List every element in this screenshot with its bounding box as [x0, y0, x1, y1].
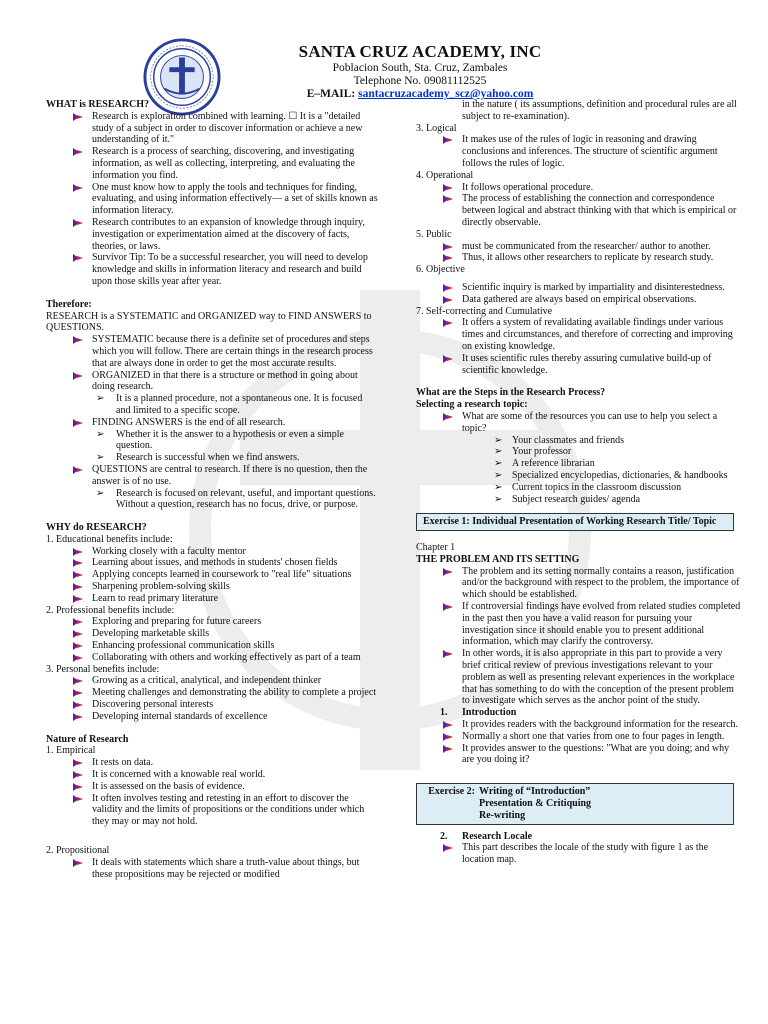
spacer: [416, 766, 741, 777]
arrow-bullet-icon: [442, 720, 454, 730]
list-item-text: Collaborating with others and working effectively as part of a team: [92, 651, 361, 663]
list-item-text: One must know how to apply the tools and techniques for finding, evaluating, and using information effectively— a set of skills known as information literacy.: [92, 181, 378, 217]
arrow-bullet-icon: [72, 653, 84, 663]
list-item: [416, 193, 741, 228]
arrow-bullet-icon: [72, 712, 84, 722]
arrow-bullet-icon: [442, 295, 454, 305]
list-item-text: Working closely with a faculty mentor: [92, 545, 246, 557]
arrow-bullet-icon: [72, 547, 84, 557]
sub-list-item-text: Whether it is the answer to a hypothesis or even a simple question.: [116, 428, 344, 452]
list-item: [416, 134, 741, 169]
spacer: [46, 828, 378, 839]
list-item-text: FINDING ANSWERS is the end of all research.: [92, 416, 286, 428]
list-item: [46, 628, 378, 640]
chapter-title: THE PROBLEM AND ITS SETTING: [416, 553, 580, 565]
arrow-bullet-icon: [442, 253, 454, 263]
section-title-why: WHY do RESEARCH?: [46, 522, 147, 534]
list-item-text: The process of establishing the connection and correspondence between logical and abstract thinking with that which is empirical or directly observable.: [462, 193, 737, 228]
arrowhead-bullet-icon: ➢: [494, 446, 503, 458]
list-item-text: Learning about issues, and methods in students' chosen fields: [92, 557, 338, 569]
list-item: [46, 217, 378, 252]
arrowhead-bullet-icon: ➢: [494, 458, 503, 470]
list-item-text: It offers a system of revalidating available findings under various times and circumstances, and therefore of correcting and improving on existing knowledge.: [462, 317, 733, 352]
arrow-bullet-icon: [442, 242, 454, 252]
list-item: [46, 417, 378, 429]
list-item: [46, 687, 378, 699]
sub-list-item-text: A reference librarian: [512, 458, 595, 470]
list-item: [46, 769, 378, 781]
arrowhead-bullet-icon: ➢: [494, 481, 503, 493]
list-item: [46, 111, 378, 146]
arrow-bullet-icon: [72, 594, 84, 604]
arrowhead-bullet-icon: ➢: [494, 493, 503, 505]
arrow-bullet-icon: [72, 676, 84, 686]
list-item-text: Research is a process of searching, discovering, and investigating information, as well as collecting, interpreting, and evaluating the information you find.: [92, 146, 355, 181]
school-address: Poblacion South, Sta. Cruz, Zambales: [332, 62, 508, 75]
list-item-text: What are some of the resources you can use to help you select a topic?: [462, 410, 718, 434]
public-title: 5. Public: [416, 228, 452, 240]
list-item-text: Research contributes to an expansion of knowledge through inquiry, investigation or experimentation aimed at the discovery of facts, theories, or laws.: [92, 216, 365, 252]
arrow-bullet-icon: [442, 283, 454, 293]
list-item-text: If controversial findings have evolved from related studies completed in the past then you have a valid reason for pursuing your investigation since it should enable you to present additional information, which may clarify the controversy.: [462, 601, 741, 648]
list-item-text: It is assessed on the basis of evidence.: [92, 780, 245, 792]
objective-title: 6. Objective: [416, 264, 465, 276]
arrowhead-bullet-icon: ➢: [494, 469, 503, 481]
introduction-title: Introduction: [462, 707, 517, 719]
arrow-bullet-icon: [442, 732, 454, 742]
exercise-2-label: [417, 810, 479, 822]
introduction-heading: [416, 707, 741, 719]
list-item: [416, 566, 741, 601]
arrow-bullet-icon: [442, 649, 454, 659]
sub-list-item: [416, 458, 741, 470]
arrow-bullet-icon: [72, 147, 84, 157]
arrow-bullet-icon: [72, 858, 84, 868]
list-item: [46, 757, 378, 769]
section-title-therefore: Therefore:: [46, 298, 92, 310]
propositional-continued: in the nature ( its assumptions, definition and procedural rules are all subject to re-examination).: [462, 99, 737, 122]
arrow-bullet-icon: [442, 183, 454, 193]
list-item-text: Thus, it allows other researchers to replicate by research study.: [462, 252, 714, 264]
arrowhead-bullet-icon: ➢: [96, 487, 105, 499]
arrow-bullet-icon: [72, 617, 84, 627]
list-item-text: It rests on data.: [92, 757, 154, 769]
list-item: [46, 252, 378, 287]
list-item-text: It provides answer to the questions: "What are you doing; and why are you doing it?: [462, 742, 730, 766]
arrow-bullet-icon: [442, 194, 454, 204]
arrow-bullet-icon: [442, 354, 454, 364]
arrow-bullet-icon: [442, 744, 454, 754]
chapter-label: Chapter 1: [416, 542, 456, 554]
spacer: [46, 511, 378, 522]
introduction-number: 1.: [440, 707, 448, 719]
list-item: [46, 464, 378, 488]
arrow-bullet-icon: [72, 558, 84, 568]
list-item: [46, 370, 378, 394]
arrow-bullet-icon: [72, 794, 84, 804]
list-item-text: Applying concepts learned in coursework to "real life" situations: [92, 569, 352, 581]
sub-list-item: [416, 470, 741, 482]
arrow-bullet-icon: [72, 629, 84, 639]
exercise-2-line: [417, 786, 727, 798]
list-item-text: It deals with statements which share a truth-value about things, but these propositions may be rejected or modified: [92, 856, 360, 880]
list-item-text: It is concerned with a knowable real world.: [92, 769, 266, 781]
research-locale-number: 2.: [440, 830, 448, 842]
research-locale-heading: [416, 831, 741, 843]
school-name: SANTA CRUZ ACADEMY, INC: [298, 42, 542, 61]
sub-list-item-text: Subject research guides/ agenda: [512, 493, 641, 505]
exercise-2-line: [417, 810, 727, 822]
list-item-text: The problem and its setting normally contains a reason, justification and/or the background with respect to the problem, the importance of which should be established.: [462, 565, 740, 601]
steps-title: What are the Steps in the Research Process?: [416, 387, 606, 399]
list-item: [46, 334, 378, 369]
exercise-2-text: Presentation & Critiquing: [479, 798, 592, 810]
arrow-bullet-icon: [72, 253, 84, 263]
spacer: [46, 723, 378, 734]
sub-list-item: [416, 446, 741, 458]
propositional-title: 2. Propositional: [46, 845, 110, 857]
list-item: [46, 711, 378, 723]
list-item: [46, 640, 378, 652]
arrow-bullet-icon: [72, 582, 84, 592]
arrow-bullet-icon: [72, 183, 84, 193]
list-item: [46, 675, 378, 687]
arrowhead-bullet-icon: ➢: [96, 452, 105, 464]
exercise-2-text: Re-writing: [479, 809, 526, 821]
list-item-text: It follows operational procedure.: [462, 181, 594, 193]
sub-list-item: [416, 494, 741, 506]
list-item: [416, 648, 741, 707]
sub-list-item-text: Research is successful when we find answers.: [116, 452, 300, 464]
list-item-text: Growing as a critical, analytical, and independent thinker: [92, 675, 322, 687]
list-item-text: In other words, it is also appropriate in this part to provide a very brief critical review of previous investigations relevant to your problem as well as presenting relevant experiences in the workplace that has something to do with the conception of the present problem to investigate which serves as the anchor point of the study.: [462, 648, 735, 707]
list-item-text: It makes use of the rules of logic in reasoning and drawing conclusions and inferences. The structure of scientific argument follows the rules of logic.: [462, 134, 718, 169]
list-item: [416, 731, 741, 743]
list-item-text: Meeting challenges and demonstrating the ability to complete a project: [92, 687, 377, 699]
arrow-bullet-icon: [72, 700, 84, 710]
arrow-bullet-icon: [72, 641, 84, 651]
arrowhead-bullet-icon: ➢: [96, 428, 105, 440]
research-locale-title: Research Locale: [462, 830, 533, 842]
list-item-text: Data gathered are always based on empirical observations.: [462, 293, 697, 305]
list-item: [416, 743, 741, 767]
section-title-what: WHAT is RESEARCH?: [46, 99, 149, 110]
arrowhead-bullet-icon: ➢: [494, 434, 503, 446]
sub-list-item-text: It is a planned procedure, not a spontaneous one. It is focused and limited to a specific scope.: [116, 393, 363, 416]
sub-list-item: [416, 435, 741, 447]
list-item-text: Scientific inquiry is marked by impartiality and disinterestedness.: [462, 281, 725, 293]
empirical-title: 1. Empirical: [46, 745, 96, 757]
email-link[interactable]: santacruzacademy_scz@yahoo.com: [358, 88, 534, 101]
list-item: [46, 557, 378, 569]
list-item: [46, 569, 378, 581]
list-item-text: Research is exploration combined with learning. ☐ It is a "detailed study of a subject in order to discover information or achieve a new understanding of it.": [92, 110, 363, 146]
list-item: [416, 719, 741, 731]
arrow-bullet-icon: [72, 218, 84, 228]
list-item: [416, 294, 741, 306]
list-item: [46, 699, 378, 711]
exercise-2-text: Writing of “Introduction”: [479, 786, 591, 798]
sub-list-item-text: Your professor: [512, 446, 572, 458]
list-item: [416, 411, 741, 435]
sub-list-item: [46, 452, 378, 464]
list-item-text: Enhancing professional communication skills: [92, 640, 275, 652]
arrow-bullet-icon: [442, 318, 454, 328]
spacer: [46, 288, 378, 299]
list-item: [416, 842, 741, 866]
list-item: [416, 182, 741, 194]
list-item-text: Normally a short one that varies from one to four pages in length.: [462, 730, 725, 742]
sub-list-item: [416, 482, 741, 494]
list-item-text: Survivor Tip: To be a successful researcher, you will need to develop knowledge and skills in information literacy and research and build upon those skills year after year.: [92, 252, 368, 287]
list-item-text: It provides readers with the background information for the research.: [462, 719, 739, 731]
sub-list-item-text: Specialized encyclopedias, dictionaries, & handbooks: [512, 469, 728, 481]
arrow-bullet-icon: [72, 688, 84, 698]
list-item-text: Developing marketable skills: [92, 628, 210, 640]
arrow-bullet-icon: [72, 371, 84, 381]
list-item: [46, 593, 378, 605]
sub-list-item-text: Current topics in the classroom discussion: [512, 481, 682, 493]
list-item-text: This part describes the locale of the study with figure 1 as the location map.: [462, 842, 709, 866]
school-telephone: Telephone No. 09081112525: [353, 75, 487, 88]
logical-title: 3. Logical: [416, 122, 457, 134]
sub-list-item: [46, 429, 378, 453]
therefore-text: RESEARCH is a SYSTEMATIC and ORGANIZED way to FIND ANSWERS to QUESTIONS.: [46, 310, 372, 334]
arrow-bullet-icon: [72, 570, 84, 580]
list-item: [46, 781, 378, 793]
list-item: [416, 252, 741, 264]
edu-title: 1. Educational benefits include:: [46, 533, 173, 545]
arrow-bullet-icon: [442, 567, 454, 577]
list-item: [46, 793, 378, 828]
list-item: [46, 652, 378, 664]
list-item-text: Developing internal standards of excellence: [92, 710, 268, 722]
exercise-1-box: Exercise 1: Individual Presentation of Working Research Title/ Topic: [416, 513, 734, 531]
sub-list-item: [46, 488, 378, 512]
list-item-text: Learn to read primary literature: [92, 592, 219, 604]
exercise-2-line: [417, 798, 727, 810]
list-item-text: Discovering personal interests: [92, 699, 214, 711]
spacer: [416, 531, 741, 542]
exercise-2-label: [417, 798, 479, 810]
list-item: [46, 857, 378, 881]
list-item: [46, 581, 378, 593]
list-item: [416, 353, 741, 377]
arrow-bullet-icon: [72, 465, 84, 475]
list-item: [416, 282, 741, 294]
selecting-title: Selecting a research topic:: [416, 399, 528, 411]
arrow-bullet-icon: [72, 770, 84, 780]
arrow-bullet-icon: [72, 418, 84, 428]
list-item: [46, 616, 378, 628]
list-item-text: QUESTIONS are central to research. If there is no question, then the answer is of no use.: [92, 463, 368, 487]
selfcorrecting-title: 7. Self-correcting and Cumulative: [416, 305, 553, 317]
list-item-text: ORGANIZED in that there is a structure or method in going about doing research.: [92, 369, 358, 393]
list-item: [416, 241, 741, 253]
arrow-bullet-icon: [72, 112, 84, 122]
arrow-bullet-icon: [72, 335, 84, 345]
arrow-bullet-icon: [442, 843, 454, 853]
sub-list-item: [46, 393, 378, 417]
spacer: [416, 505, 741, 511]
right-column: [416, 99, 741, 866]
exercise-2-label: Exercise 2:: [428, 786, 475, 798]
list-item-text: It uses scientific rules thereby assuring cumulative build-up of scientific knowledge.: [462, 352, 712, 376]
section-title-nature: Nature of Research: [46, 733, 129, 745]
list-item-text: Exploring and preparing for future careers: [92, 616, 262, 628]
spacer: [416, 376, 741, 387]
list-item-text: SYSTEMATIC because there is a definite set of procedures and steps which you will follow. There are certain things in the research process that are always done in order to get the most accurate results.: [92, 334, 373, 369]
list-item: [416, 317, 741, 352]
prof-title: 2. Professional benefits include:: [46, 604, 175, 616]
operational-title: 4. Operational: [416, 169, 474, 181]
list-item: [46, 146, 378, 181]
arrow-bullet-icon: [72, 782, 84, 792]
list-item: [416, 601, 741, 648]
list-item-text: must be communicated from the researcher/ author to another.: [462, 240, 711, 252]
pers-title: 3. Personal benefits include:: [46, 663, 160, 675]
sub-list-item-text: Research is focused on relevant, useful, and important questions. Without a question, research has no focus, drive, or purpose.: [116, 487, 376, 511]
arrowhead-bullet-icon: ➢: [96, 393, 105, 405]
list-item: [46, 182, 378, 217]
list-item: [46, 546, 378, 558]
arrow-bullet-icon: [72, 758, 84, 768]
sub-list-item-text: Your classmates and friends: [512, 434, 625, 446]
arrow-bullet-icon: [442, 135, 454, 145]
exercise-2-box: [416, 783, 734, 824]
letterhead: [0, 0, 768, 104]
arrow-bullet-icon: [442, 602, 454, 612]
list-item-text: It often involves testing and retesting in an effort to discover the validity and the limits of propositions or the conditions under which they may or may not hold.: [92, 792, 365, 828]
left-column: [46, 99, 378, 880]
email-label: E–MAIL:: [306, 88, 356, 101]
list-item-text: Sharpening problem-solving skills: [92, 581, 230, 593]
arrow-bullet-icon: [442, 412, 454, 422]
